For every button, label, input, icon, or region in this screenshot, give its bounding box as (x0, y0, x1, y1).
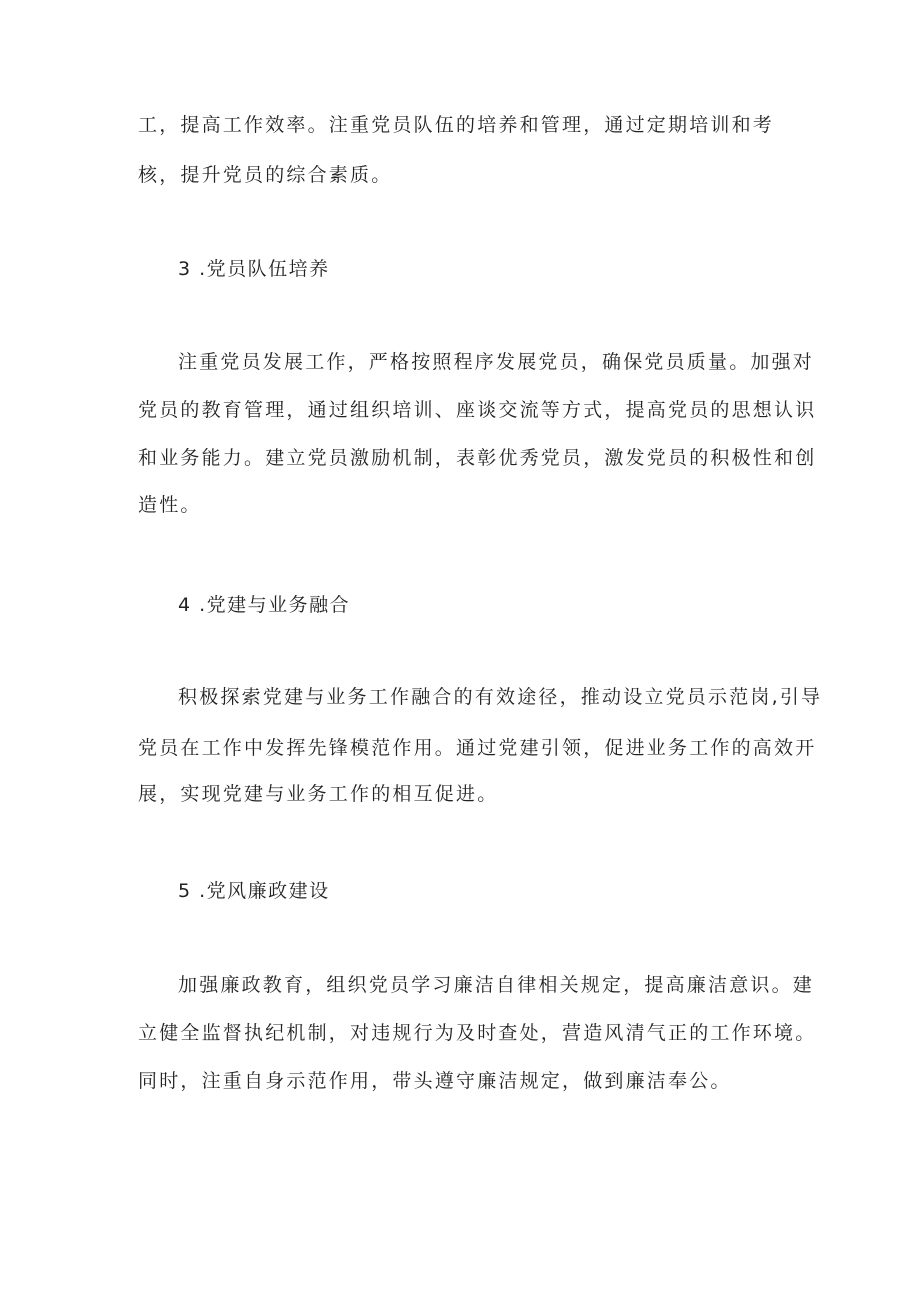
paragraph-line: 党员在工作中发挥先锋模范作用。通过党建引领，促进业务工作的高效开 (138, 737, 817, 759)
paragraph-line: 展，实现党建与业务工作的相互促进。 (138, 783, 499, 805)
section-heading: 3 .党员队伍培养 (178, 258, 330, 280)
paragraph-line: 立健全监督执纪机制，对违规行为及时查处，营造风清气正的工作环境。 (138, 1022, 817, 1044)
paragraph-line: 党员的教育管理，通过组织培训、座谈交流等方式，提高党员的思想认识 (138, 399, 817, 421)
paragraph-line: 造性。 (138, 494, 202, 516)
paragraph-line: 和业务能力。建立党员激励机制，表彰优秀党员，激发党员的积极性和创 (138, 447, 817, 469)
paragraph-line: 同时，注重自身示范作用，带头遵守廉洁规定，做到廉洁奉公。 (138, 1070, 732, 1092)
paragraph-line: 注重党员发展工作，严格按照程序发展党员，确保党员质量。加强对 (178, 351, 815, 373)
section-heading: 4 .党建与业务融合 (178, 594, 351, 616)
section-heading: 5 .党风廉政建设 (178, 880, 330, 902)
paragraph-line: 加强廉政教育，组织党员学习廉洁自律相关规定，提高廉洁意识。建 (178, 974, 815, 996)
paragraph-line: 核，提升党员的综合素质。 (138, 164, 393, 186)
paragraph-line: 积极探索党建与业务工作融合的有效途径，推动设立党员示范岗,引导 (178, 686, 823, 708)
paragraph-line: 工，提高工作效率。注重党员队伍的培养和管理，通过定期培训和考 (138, 114, 775, 136)
